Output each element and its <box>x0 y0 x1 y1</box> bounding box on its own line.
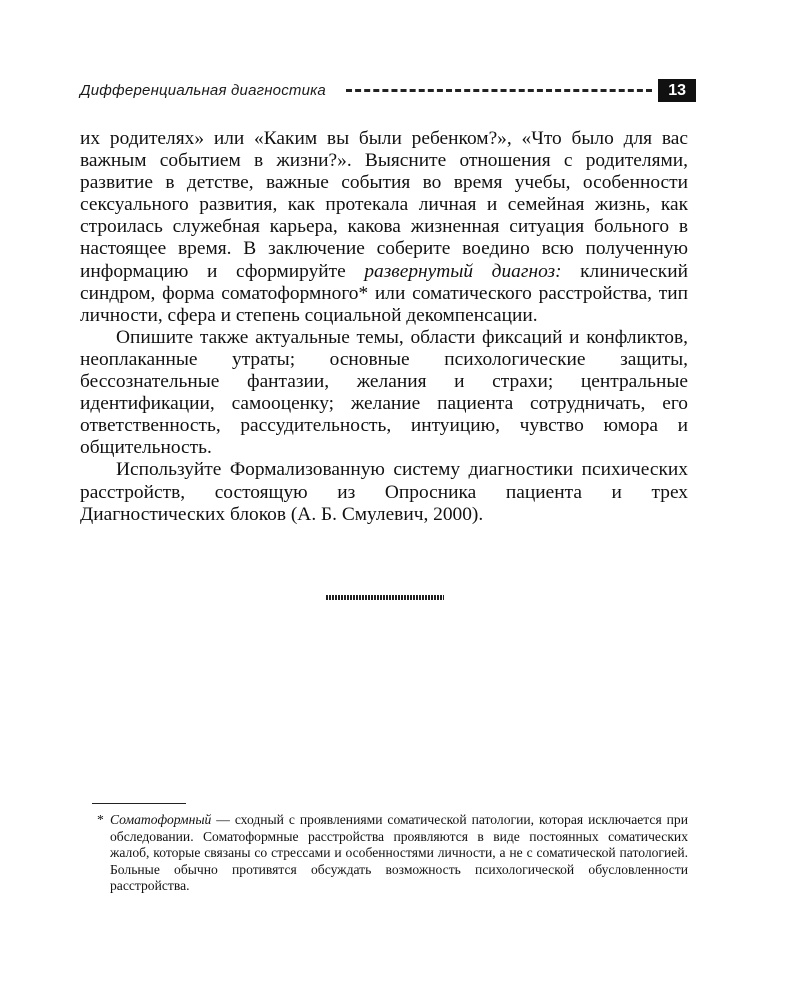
section-end-ornament <box>326 595 444 600</box>
paragraph-1-text-b: клинический синдром, форма соматоформного* или соматического расстройства, тип личности, сфера и степень социальной декомпенсации. <box>80 260 688 326</box>
footnote-rule <box>92 803 186 804</box>
page-number: 13 <box>658 79 696 102</box>
paragraph-1 <box>80 128 688 327</box>
running-header <box>80 78 696 102</box>
paragraph-1-text-a: их родителях» или «Каким вы были ребенком?», «Что было для вас важным событием в жизни?». Выясните отношения с родителями, развитие в детстве, важные события во время учебы, особенности сексуального развития, как протекала личная и семейная жизнь, как строилась служебная карьера, какова жизненная ситуация больного в настоящее время. В заключение соберите воедино всю полученную информацию и сформируйте <box>80 128 688 282</box>
paragraph-3: Используйте Формализованную систему диагностики психических расстройств, состоящую из Опросника пациента и трех Диагностических блоков (А. Б. Смулевич, 2000). <box>80 459 688 525</box>
paragraph-1-emphasis: развернутый диагноз: <box>364 260 562 282</box>
paragraph-2: Опишите также актуальные темы, области фиксаций и конфликтов, неоплаканные утраты; основные психологические защиты, бессознательные фантазии, желания и страхи; центральные идентификации, самооценку; желание пациента сотрудничать, его ответственность, рассудительность, интуицию, чувство юмора и общительность. <box>80 326 688 459</box>
header-title: Дифференциальная диагностика <box>80 81 326 99</box>
footnote-term: Соматоформный <box>110 812 212 827</box>
footnote-text: — сходный с проявлениями соматической патологии, которая исключается при обследовании. Соматоформные расстройства проявляются в виде постоянных соматических жалоб, которые связаны со стрессами и особенностями личности, а не с соматической патологией. Больные обычно противятся обсуждать возможность психологической обусловленности расстройства. <box>110 812 688 894</box>
footnote-mark: * <box>97 812 104 827</box>
main-text <box>80 128 688 526</box>
footnote <box>92 812 688 895</box>
header-dashed-rule <box>346 89 652 92</box>
